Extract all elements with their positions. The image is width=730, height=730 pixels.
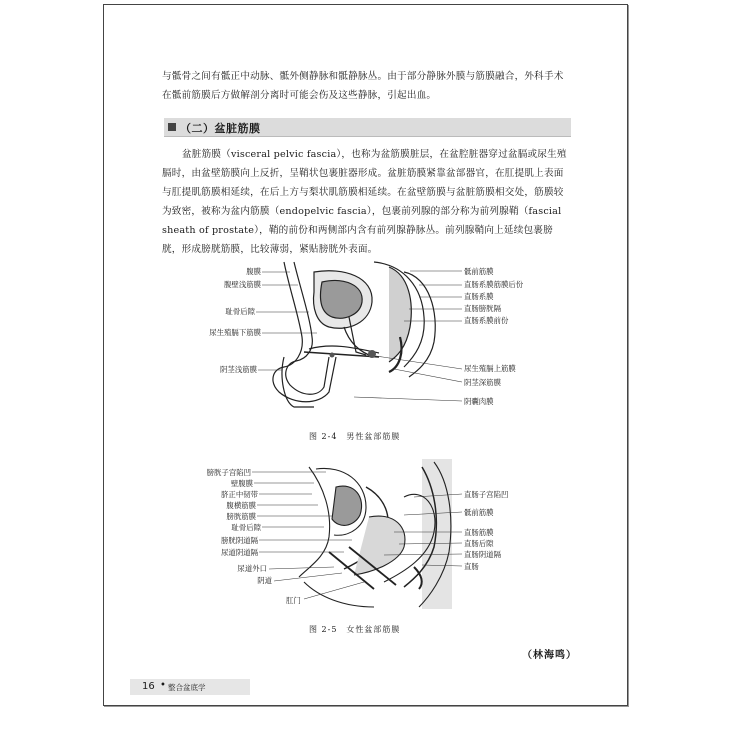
label-retropubic-space-female: 耻骨后隙 (231, 523, 261, 532)
intro-paragraph: 与骶骨之间有骶正中动脉、骶外侧静脉和骶静脉丛。由于部分静脉外膜与筋膜融合，外科手术在骶前筋膜后方做解剖分离时可能会伤及这些静脉，引起出血。 (162, 71, 564, 101)
label-anus: 肛门 (286, 596, 301, 605)
label-rectovaginal-septum: 直肠阴道隔 (464, 550, 501, 559)
label-peritoneum: 腹膜 (246, 267, 261, 276)
label-superficial-penile-fascia: 阴茎浅筋膜 (220, 365, 257, 374)
label-urethrovaginal-septum: 尿道阴道隔 (221, 548, 258, 557)
label-abdominal-superficial-fascia: 腹壁浅筋膜 (224, 280, 261, 289)
page-footer (130, 679, 250, 695)
section-marker (168, 123, 176, 131)
figure1-caption: 图 2-4 男性盆部筋膜 (309, 432, 401, 441)
label-inferior-urogenital-fascia: 尿生殖膈下筋膜 (209, 328, 261, 337)
label-retrorectal-space: 直肠后隙 (464, 539, 494, 548)
label-rectovesical-septum: 直肠膀胱隔 (464, 304, 501, 313)
section-header (164, 118, 571, 137)
label-vesicovaginal-septum: 膀胱阴道隔 (221, 536, 258, 545)
label-retropubic-space: 耻骨后隙 (225, 307, 255, 316)
label-deep-penile-fascia: 阴茎深筋膜 (464, 378, 501, 387)
label-rectum: 直肠 (464, 562, 479, 571)
page-number: 16 (142, 681, 155, 692)
label-dartos: 阴囊肉膜 (464, 397, 494, 406)
figure-female-pelvic-fascia (104, 457, 627, 612)
figure-male-pelvic-fascia (104, 257, 627, 417)
label-rectal-fascia: 直肠筋膜 (464, 528, 494, 537)
label-median-umbilical-ligament: 脐正中韧带 (221, 490, 258, 499)
figure2-caption: 图 2-5 女性盆部筋膜 (309, 625, 401, 634)
section-title: （二）盆脏筋膜 (180, 122, 261, 135)
label-rectouterine-pouch: 直肠子宫陷凹 (464, 490, 509, 499)
label-external-urethral-orifice: 尿道外口 (237, 564, 267, 573)
label-presacral-fascia: 骶前筋膜 (464, 267, 494, 276)
label-mesorectum: 直肠系膜 (464, 292, 494, 301)
label-parietal-peritoneum: 壁腹膜 (230, 479, 253, 488)
book-title: 整合盆底学 (168, 683, 206, 692)
body-paragraph: 盆脏筋膜（visceral pelvic fascia），也称为盆筋膜脏层，在盆腔脏器穿过盆膈或尿生殖膈时，由盆壁筋膜向上反折，呈鞘状包裹脏器形成。盆脏筋膜紧靠盆部器官，在肛提肌上表面与肛提肌筋膜相延续，在后上方与梨状肌筋膜相延续。在盆壁筋膜与盆脏筋膜相交处，筋膜较为致密，被称为盆内筋膜（endopelvic fascia），包裹前列腺的部分称为前列腺鞘（fascial sheath of prostate），鞘的前份和两侧部内含有前列腺静脉丛。前列腺鞘向上延续包裹膀胱，形成膀胱筋膜，比较薄弱，紧贴膀胱外表面。 (162, 149, 567, 255)
book-page (103, 4, 628, 706)
label-transversalis-fascia: 腹横筋膜 (226, 501, 256, 510)
footer-bullet: • (160, 680, 166, 691)
label-mesorectal-fascia-anterior: 直肠系膜前份 (464, 316, 509, 325)
female-pelvis-illustration (104, 457, 627, 612)
label-vesical-fascia: 膀胱筋膜 (226, 512, 256, 521)
label-superior-urogenital-fascia: 尿生殖膈上筋膜 (464, 364, 516, 373)
label-presacral-fascia-female: 骶前筋膜 (464, 508, 494, 517)
label-vagina: 阴道 (257, 576, 272, 585)
label-mesorectal-fascia-posterior: 直肠系膜筋膜后份 (464, 280, 524, 289)
label-vesicouterine-pouch: 膀胱子宫陷凹 (206, 468, 251, 477)
male-pelvis-illustration (104, 257, 627, 417)
author-signature: （林海鸣） (522, 650, 577, 661)
